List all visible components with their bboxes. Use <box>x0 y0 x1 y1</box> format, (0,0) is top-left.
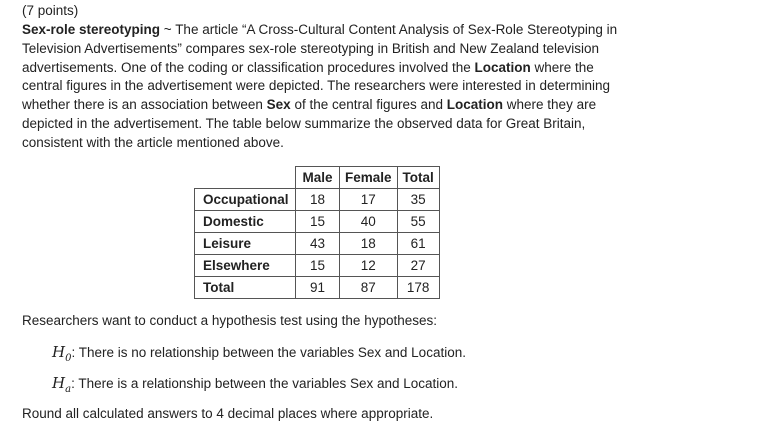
row-label: Domestic <box>195 211 296 233</box>
cell-value: 61 <box>397 233 439 255</box>
contingency-table <box>194 166 440 299</box>
cell-value: 55 <box>397 211 439 233</box>
problem-title: Sex-role stereotyping <box>22 22 161 37</box>
table-row <box>195 189 440 211</box>
cell-value: 18 <box>340 233 398 255</box>
intro-text-1: ~ The article “A Cross-Cultural Content Analysis of Sex-Role Stereotyping in Television Advertisements” compares sex-role stereotyping in British and New Zealand television advertisements. One of the coding or classification procedures involved the <box>22 22 618 75</box>
null-hypothesis <box>52 343 466 368</box>
problem-intro <box>22 21 622 153</box>
cell-value: 15 <box>296 211 340 233</box>
alternative-hypothesis-text: : There is a relationship between the variables Sex and Location. <box>71 376 459 391</box>
cell-value: 18 <box>296 189 340 211</box>
table-corner-cell <box>195 167 296 189</box>
row-label: Elsewhere <box>195 255 296 277</box>
location-term-1: Location <box>474 59 531 75</box>
table-row <box>195 233 440 255</box>
null-hypothesis-symbol: $H_0$ <box>52 343 72 364</box>
table-row <box>195 255 440 277</box>
intro-text-3: of the central figures and <box>290 97 447 113</box>
alternative-hypothesis <box>52 374 458 399</box>
cell-value: 178 <box>397 277 439 299</box>
cell-value: 91 <box>296 277 340 299</box>
header-total: Total <box>397 167 439 189</box>
intro-text-4: where they are depicted in the advertisement. The table below summarize the observed data for Great Britain, consistent with the article mentioned above. <box>22 97 597 150</box>
table-row <box>195 211 440 233</box>
location-term-2: Location <box>446 97 504 113</box>
cell-value: 43 <box>296 233 340 255</box>
row-label: Occupational <box>195 189 296 211</box>
header-male: Male <box>296 167 340 189</box>
cell-value: 15 <box>296 255 340 277</box>
sex-term: Sex <box>266 97 291 113</box>
points-label: (7 points) <box>22 3 79 18</box>
alternative-hypothesis-symbol: $H_a$ <box>52 374 72 395</box>
table-row <box>195 277 440 299</box>
cell-value: 35 <box>397 189 439 211</box>
cell-value: 87 <box>340 277 398 299</box>
row-label: Total <box>195 277 296 299</box>
cell-value: 12 <box>340 255 398 277</box>
null-hypothesis-text: : There is no relationship between the variables Sex and Location. <box>71 345 466 360</box>
rounding-instruction: Round all calculated answers to 4 decimal places where appropriate. <box>22 406 434 421</box>
cell-value: 17 <box>340 189 398 211</box>
row-label: Leisure <box>195 233 296 255</box>
cell-value: 40 <box>340 211 398 233</box>
cell-value: 27 <box>397 255 439 277</box>
intro-text-2: where the central figures in the advertisement were depicted. The researchers were interested in determining whether there is an association between <box>22 59 611 113</box>
header-female: Female <box>340 167 398 189</box>
data-table-wrapper <box>194 166 440 299</box>
hypothesis-intro: Researchers want to conduct a hypothesis test using the hypotheses: <box>22 313 437 328</box>
table-header-row <box>195 167 440 189</box>
